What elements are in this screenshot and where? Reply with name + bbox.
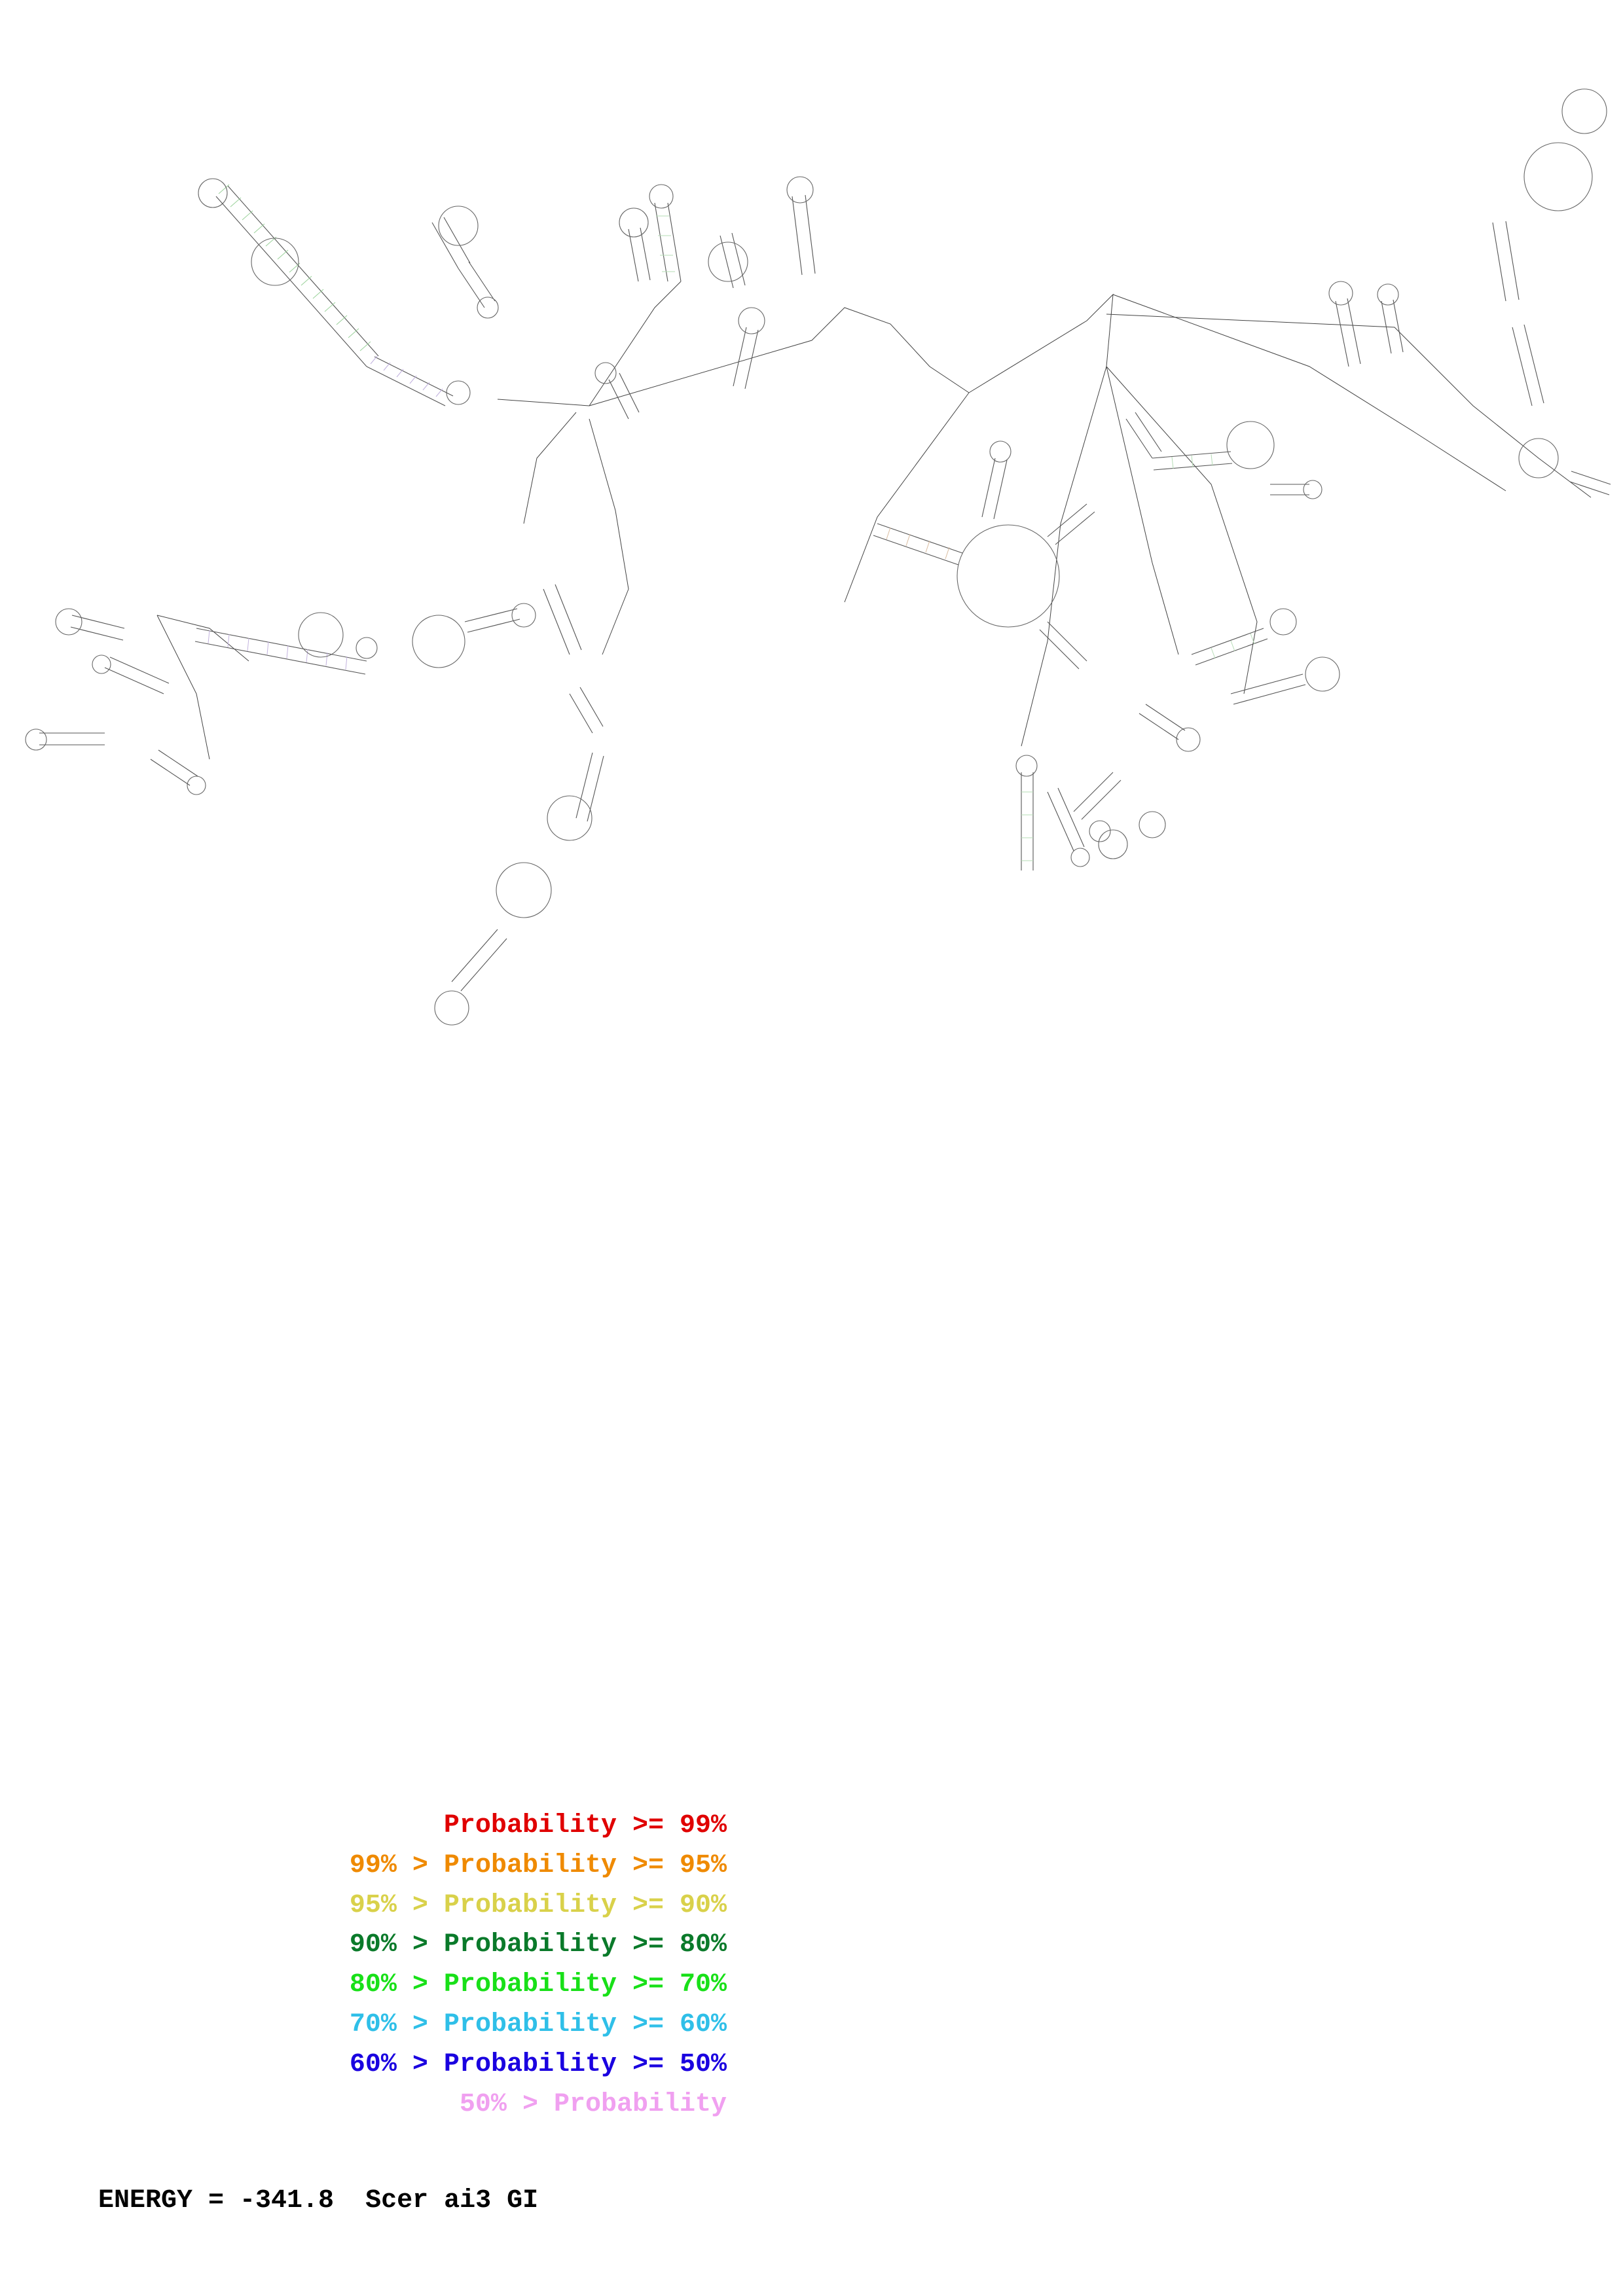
probability-color-legend	[98, 1806, 818, 2125]
helix-group-topleft	[198, 177, 815, 419]
legend-row-90: 95% > Probability >= 90%	[349, 1890, 727, 1920]
helix-group-center-down	[435, 584, 604, 1025]
rna-backbone-group	[26, 89, 1611, 1025]
central-multiloop	[873, 441, 1095, 669]
legend-row-below-50: 50% > Probability	[459, 2089, 727, 2119]
legend-row-70: 80% > Probability >= 70%	[349, 1970, 727, 2000]
energy-caption: ENERGY = -341.8 Scer ai3 GI	[98, 2186, 539, 2215]
legend-row-50: 60% > Probability >= 50%	[349, 2049, 727, 2079]
rna-structure-diagram	[0, 0, 1623, 1113]
legend-row-60: 70% > Probability >= 60%	[349, 2009, 727, 2039]
legend-row-95: 99% > Probability >= 95%	[349, 1850, 727, 1880]
legend-row-80: 90% > Probability >= 80%	[349, 1930, 727, 1960]
helix-group-left	[26, 603, 536, 795]
helix-group-right	[1016, 89, 1611, 870]
legend-row-99: Probability >= 99%	[443, 1811, 727, 1840]
